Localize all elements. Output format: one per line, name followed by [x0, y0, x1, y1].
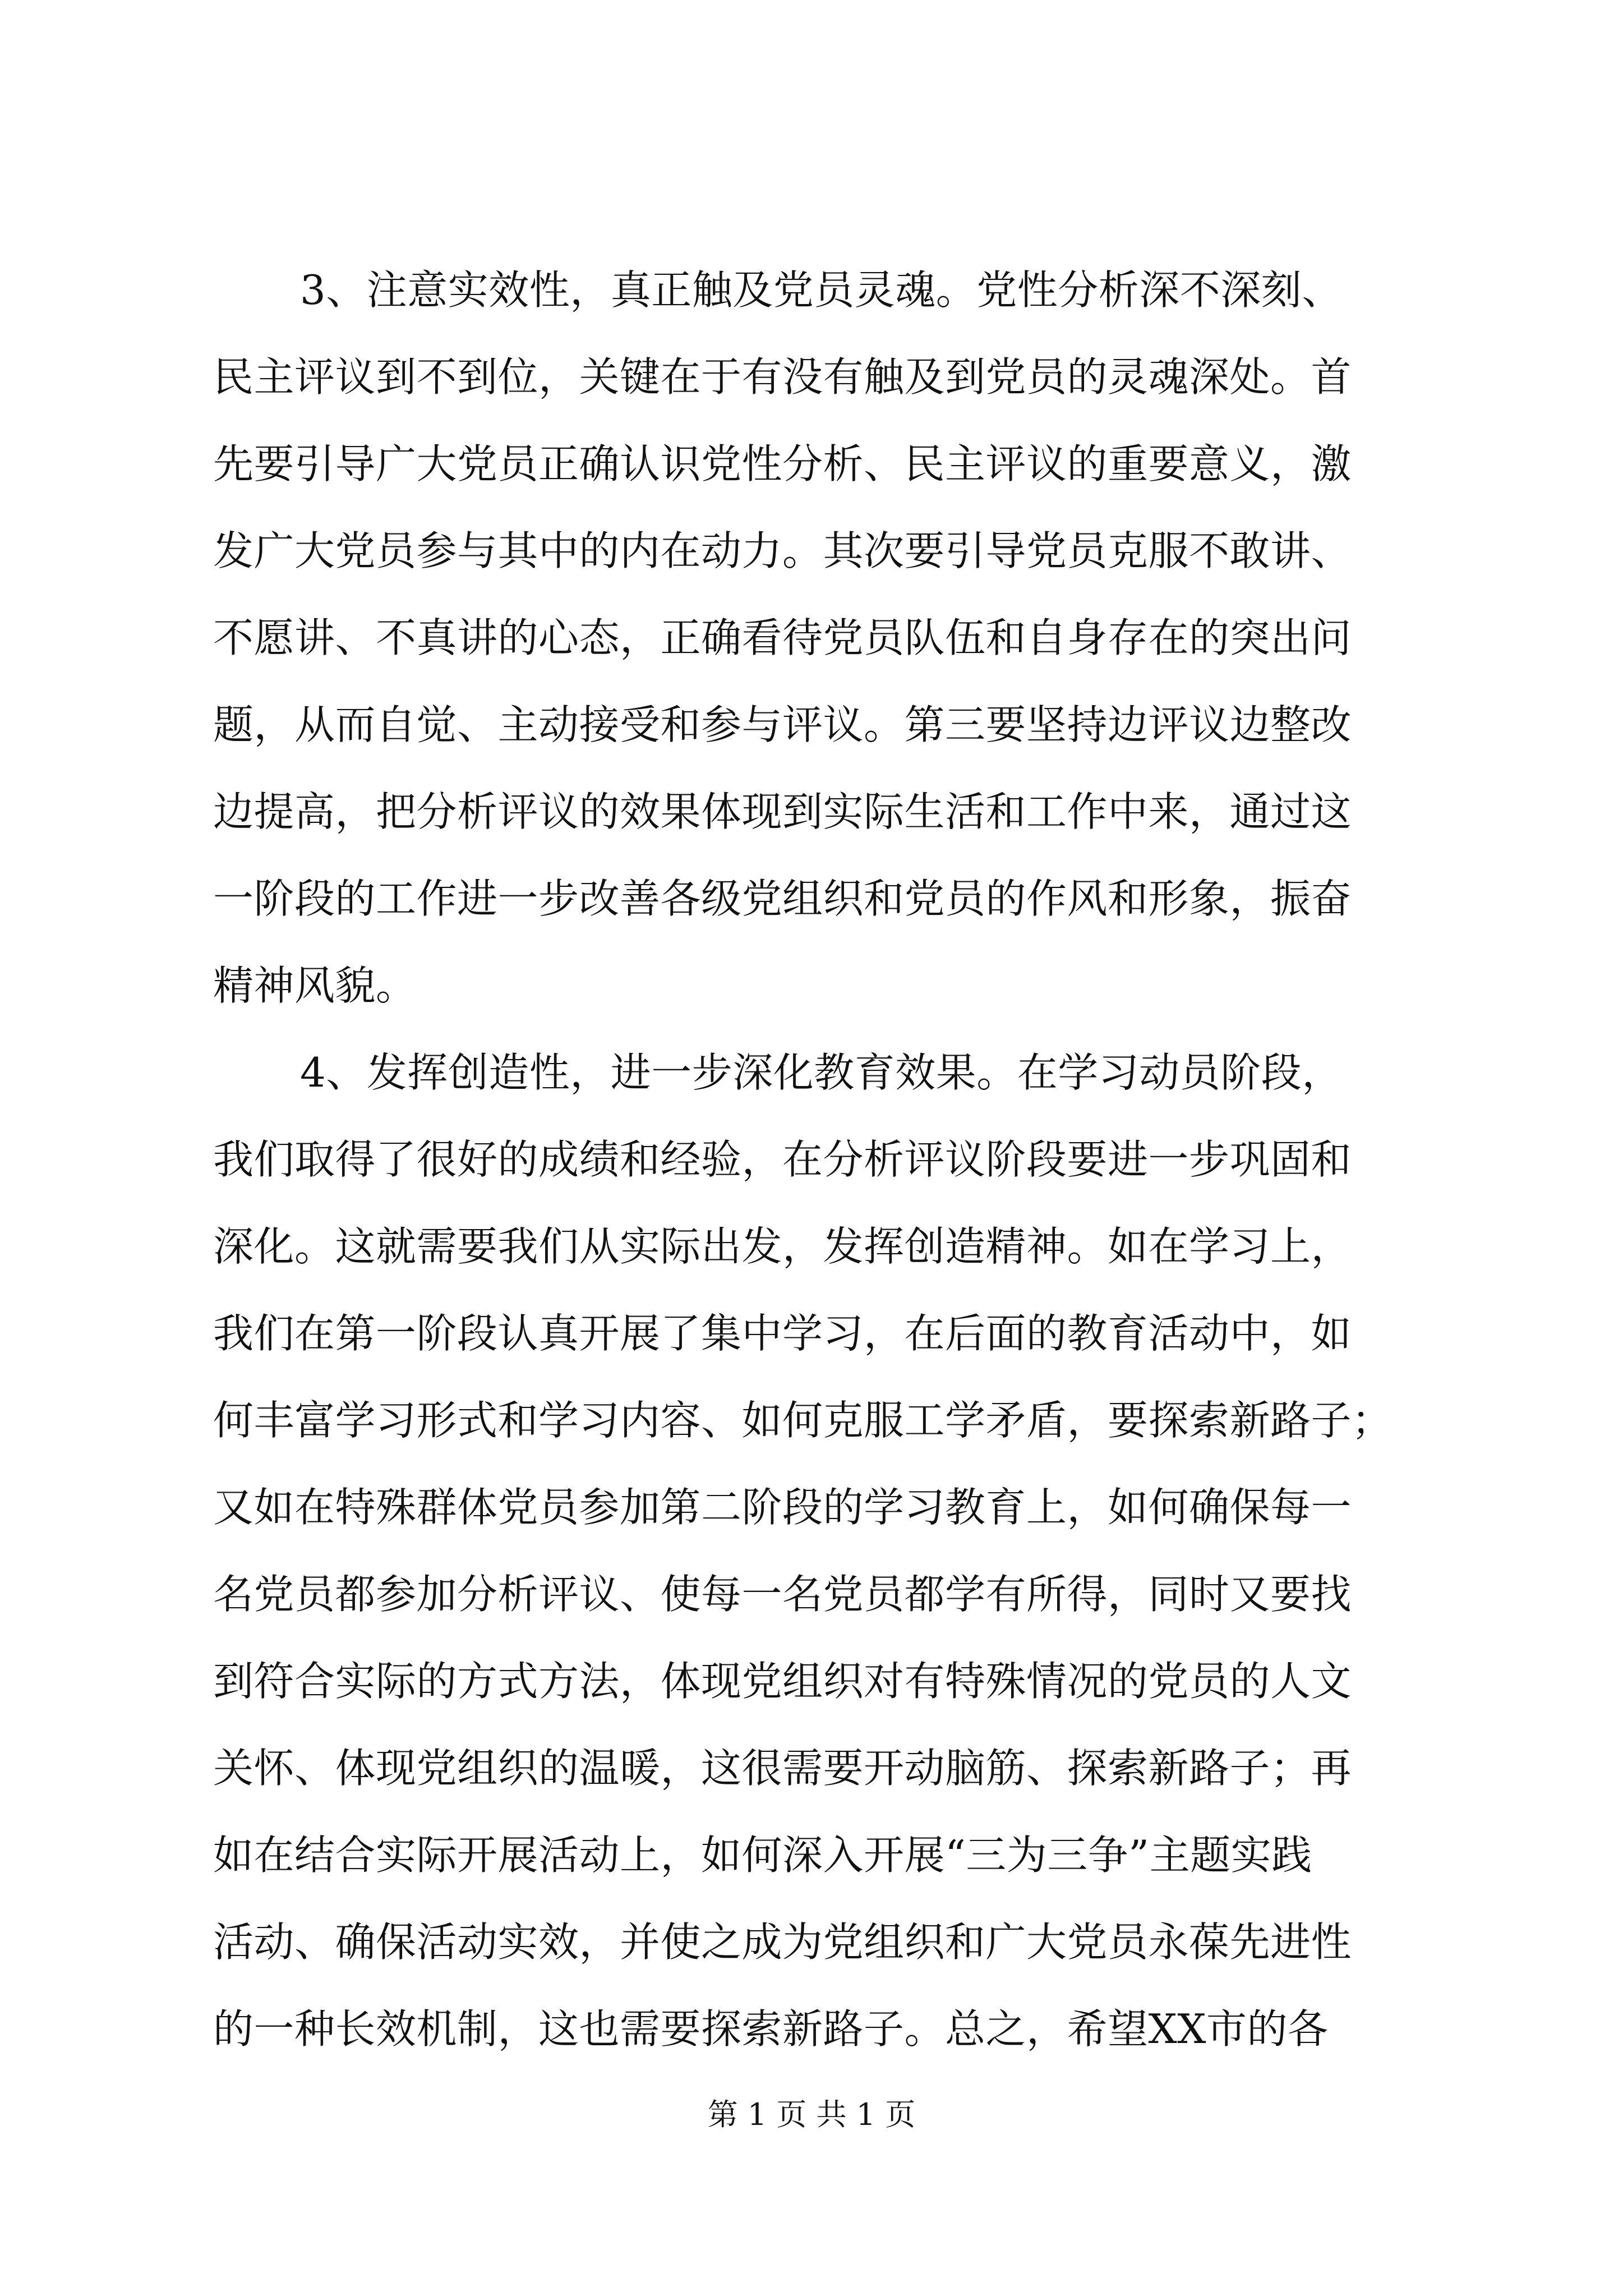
text-line: 如在结合实际开展活动上，如何深入开展“三为三争”主题实践 — [213, 1832, 1312, 1879]
text-line: 3、注意实效性，真正触及党员灵魂。党性分析深不深刻、 — [300, 266, 1343, 314]
text-line: 不愿讲、不真讲的心态，正确看待党员队伍和自身存在的突出问 — [213, 614, 1352, 661]
text-line: 一阶段的工作进一步改善各级党组织和党员的作风和形象，振奋 — [213, 875, 1352, 922]
text-line: 4、发挥创造性，进一步深化教育效果。在学习动员阶段， — [300, 1049, 1343, 1096]
paragraph-3 — [213, 247, 1419, 1029]
text-line: 名党员都参加分析评议、使每一名党员都学有所得，同时又要找 — [213, 1571, 1352, 1618]
text-line: 精神风貌。 — [213, 962, 417, 1009]
paragraph-4 — [213, 1029, 1419, 2073]
text-line: 发广大党员参与其中的内在动力。其次要引导党员克服不敢讲、 — [213, 527, 1352, 574]
text-line: 深化。这就需要我们从实际出发，发挥创造精神。如在学习上， — [213, 1223, 1352, 1270]
text-line: 到符合实际的方式方法，体现党组织对有特殊情况的党员的人文 — [213, 1658, 1352, 1705]
text-line: 何丰富学习形式和学习内容、如何克服工学矛盾，要探索新路子； — [213, 1397, 1393, 1444]
text-line: 的一种长效机制，这也需要探索新路子。总之，希望XX市的各 — [213, 2005, 1329, 2053]
text-line: 我们在第一阶段认真开展了集中学习，在后面的教育活动中，如 — [213, 1310, 1352, 1357]
text-line: 题，从而自觉、主动接受和参与评议。第三要坚持边评议边整改 — [213, 701, 1352, 748]
text-line: 边提高，把分析评议的效果体现到实际生活和工作中来，通过这 — [213, 788, 1352, 835]
text-line: 先要引导广大党员正确认识党性分析、民主评议的重要意义，激 — [213, 440, 1352, 487]
text-line: 关怀、体现党组织的温暖，这很需要开动脑筋、探索新路子；再 — [213, 1745, 1352, 1792]
text-line: 活动、确保活动实效，并使之成为党组织和广大党员永葆先进性 — [213, 1918, 1352, 1966]
text-line: 我们取得了很好的成绩和经验，在分析评议阶段要进一步巩固和 — [213, 1136, 1352, 1183]
document-body — [213, 247, 1419, 2073]
text-line: 又如在特殊群体党员参加第二阶段的学习教育上，如何确保每一 — [213, 1484, 1352, 1531]
page-footer: 第 1 页 共 1 页 — [707, 2097, 916, 2132]
text-line: 民主评议到不到位，关键在于有没有触及到党员的灵魂深处。首 — [213, 353, 1352, 401]
